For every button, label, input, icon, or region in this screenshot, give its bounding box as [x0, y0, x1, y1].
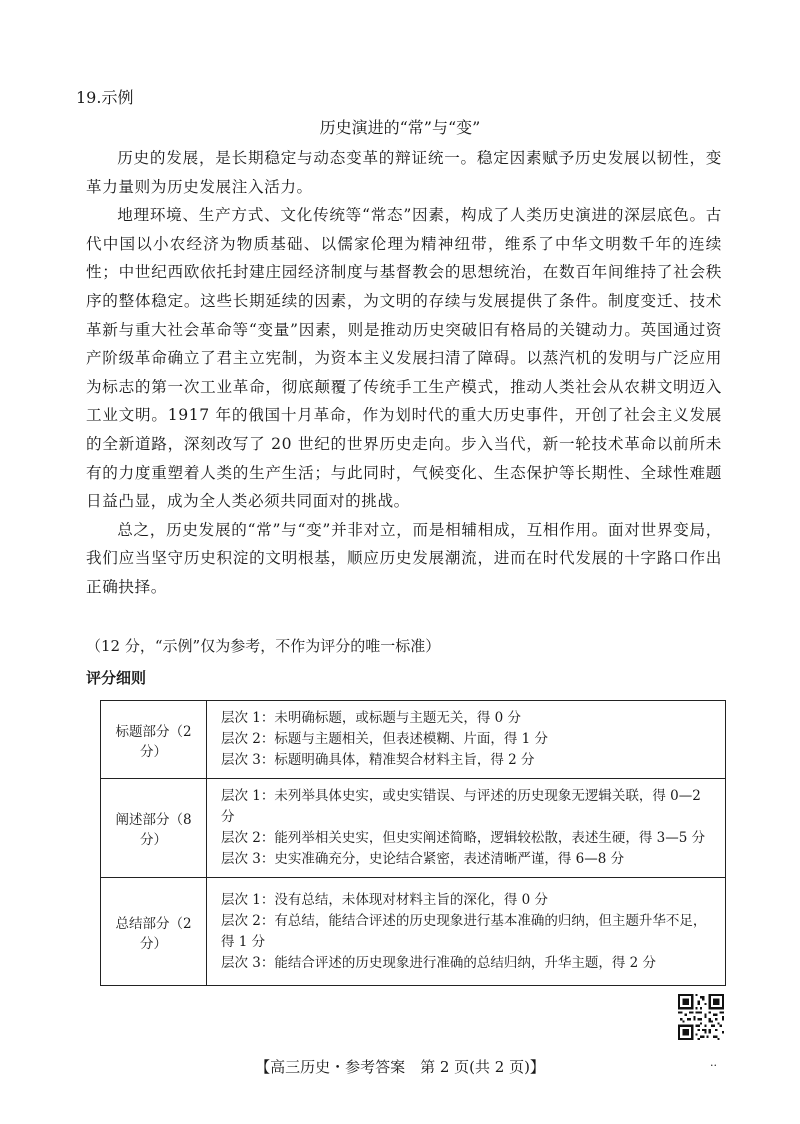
- question-number: 19.示例: [76, 88, 134, 107]
- essay-body: [86, 144, 722, 602]
- rubric-category: 阐述部分（8 分）: [101, 779, 207, 878]
- essay-paragraph: 地理环境、生产方式、文化传统等“常态”因素，构成了人类历史演进的深层底色。古代中国以小农经济为物质基础、以儒家伦理为精神纽带，维系了中华文明数千年的连续性；中世纪西欧依托封建庄园经济制度与基督教会的思想统治，在数百年间维持了社会秩序的整体稳定。这些长期延续的因素，为文明的存续与发展提供了条件。制度变迁、技术革新与重大社会革命等“变量”因素，则是推动历史突破旧有格局的关键动力。英国通过资产阶级革命确立了君主立宪制，为资本主义发展扫清了障碍。以蒸汽机的发明与广泛应用为标志的第一次工业革命，彻底颠覆了传统手工生产模式，推动人类社会从农耕文明迈入工业文明。1917 年的俄国十月革命，作为划时代的重大历史事件，开创了社会主义发展的全新道路，深刻改写了 20 世纪的世界历史走向。步入当代，新一轮技术革命以前所未有的力度重塑着人类的生产生活；与此同时，气候变化、生态保护等长期性、全球性难题日益凸显，成为全人类必须共同面对的挑战。: [86, 206, 722, 511]
- rubric-category: 总结部分（2 分）: [101, 878, 207, 986]
- essay-paragraph: 历史的发展，是长期稳定与动态变革的辩证统一。稳定因素赋予历史发展以韧性，变革力量则为历史发展注入活力。: [86, 149, 722, 196]
- rubric-level: 层次 1：未列举具体史实，或史实错误、与评述的历史现象无逻辑关联，得 0—2 分: [221, 788, 701, 825]
- scoring-note: （12 分，“示例”仅为参考，不作为评分的唯一标准）: [86, 637, 441, 655]
- page-footer: 【高三历史・参考答案 第 2 页(共 2 页)】: [255, 1058, 545, 1076]
- rubric-row: [101, 878, 726, 986]
- essay-paragraph: 总之，历史发展的“常”与“变”并非对立，而是相辅相成，互相作用。面对世界变局，我们应当坚守历史积淀的文明根基，顺应历史发展潮流，进而在时代发展的十字路口作出正确抉择。: [86, 520, 722, 596]
- corner-mark: ..: [710, 1056, 717, 1069]
- rubric-level: 层次 2：能列举相关史实，但史实阐述简略，逻辑较松散，表述生硬，得 3—5 分: [221, 830, 706, 846]
- rubric-levels: [207, 701, 726, 779]
- rubric-levels: [207, 779, 726, 878]
- rubric-level: 层次 3：标题明确具体，精准契合材料主旨，得 2 分: [221, 752, 535, 768]
- rubric-level: 层次 1：未明确标题，或标题与主题无关，得 0 分: [221, 710, 522, 726]
- rubric-level: 层次 3：能结合评述的历史现象进行准确的总结归纳，升华主题，得 2 分: [221, 954, 657, 971]
- essay-title: 历史演进的“常”与“变”: [319, 118, 481, 137]
- qr-code-icon: [678, 994, 724, 1040]
- rubric-level: 层次 2：标题与主题相关，但表述模糊、片面，得 1 分: [221, 731, 549, 747]
- rubric-category: 标题部分（2 分）: [101, 701, 207, 779]
- rubric-table: [100, 700, 726, 986]
- rubric-row: [101, 779, 726, 878]
- rubric-levels: [207, 878, 726, 986]
- rubric-row: [101, 701, 726, 779]
- rubric-heading: 评分细则: [86, 669, 147, 687]
- rubric-level: 层次 1：没有总结，未体现对材料主旨的深化，得 0 分: [221, 891, 549, 908]
- rubric-level: 层次 3：史实准确充分，史论结合紧密，表述清晰严谨，得 6—8 分: [221, 851, 625, 867]
- rubric-level: 层次 2：有总结，能结合评述的历史现象进行基本准确的归纳，但主题升华不足，得 1 分: [221, 912, 707, 950]
